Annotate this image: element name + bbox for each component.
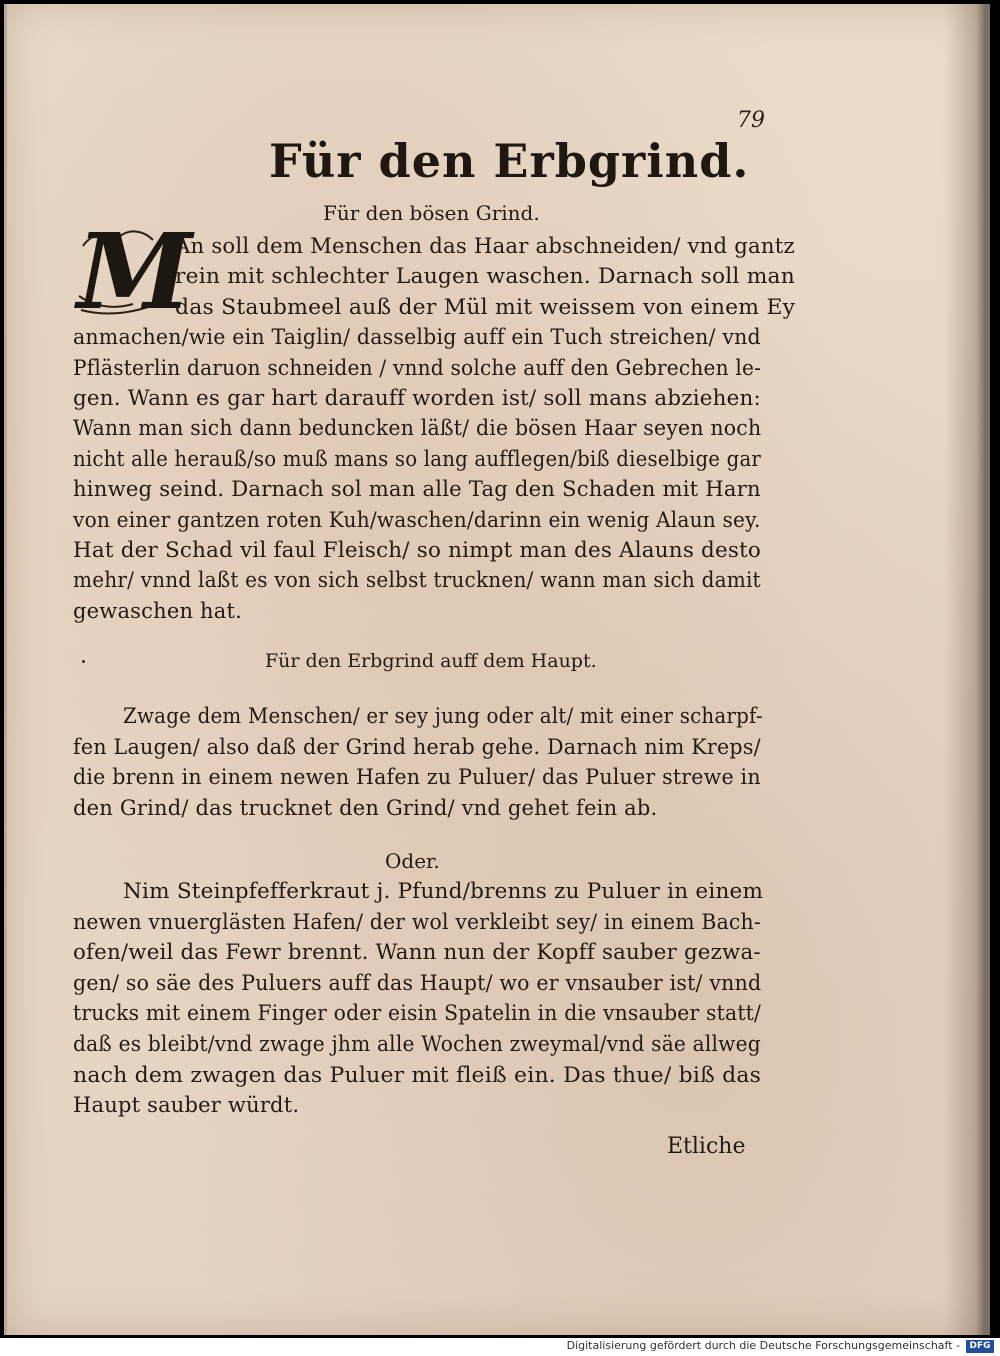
text-line: Nim Steinpfefferkraut j. Pfund/brenns zu Puluer in einem bbox=[123, 879, 764, 903]
text-line: gewaschen hat. bbox=[73, 599, 243, 623]
text-line: fen Laugen/ also daß der Grind herab gehe. Darnach nim Kreps/ bbox=[73, 735, 761, 759]
footer-bar bbox=[0, 1338, 1000, 1356]
text-line: den Grind/ das trucknet den Grind/ vnd gehet fein ab. bbox=[73, 796, 658, 820]
text-line: daß es bleibt/vnd zwage jhm alle Wochen zweymal/vnd säe allweg bbox=[73, 1032, 761, 1056]
ink-speck bbox=[82, 660, 85, 663]
text-line: trucks mit einem Finger oder eisin Spatelin in die vnsauber statt/ bbox=[73, 1001, 762, 1025]
text-line: newen vnuerglästen Hafen/ der wol verkleibt sey/ in einem Bach- bbox=[73, 910, 761, 934]
text-line: rein mit schlechter Laugen waschen. Darnach soll man bbox=[175, 264, 795, 288]
text-line: Haupt sauber würdt. bbox=[73, 1093, 300, 1117]
text-line: das Staubmeel auß der Mül mit weissem von einem Ey bbox=[175, 295, 796, 319]
text-line: Hat der Schad vil faul Fleisch/ so nimpt man des Alauns desto bbox=[73, 538, 762, 562]
text-line: Pflästerlin daruon schneiden / vnnd solche auff den Gebrechen le- bbox=[73, 356, 762, 380]
text-line: hinweg seind. Darnach sol man alle Tag den Schaden mit Harn bbox=[73, 477, 761, 501]
page-number: 79 bbox=[737, 108, 765, 133]
text-line: mehr/ vnnd laßt es von sich selbst trucknen/ wann man sich damit bbox=[73, 568, 761, 592]
page-title: Für den Erbgrind. bbox=[269, 134, 750, 188]
text-line: ofen/weil das Fewr brennt. Wann nun der Kopff sauber gezwa- bbox=[73, 940, 761, 964]
page-edge-shadow bbox=[944, 4, 984, 1335]
text-line: gen/ so säe des Puluers auff das Haupt/ wo er vnsauber ist/ vnnd bbox=[73, 971, 762, 995]
text-line: Zwage dem Menschen/ er sey jung oder alt/ mit einer scharpf- bbox=[123, 704, 763, 728]
text-line: nach dem zwagen das Puluer mit fleiß ein. Das thue/ biß das bbox=[73, 1063, 762, 1087]
text-line: anmachen/wie ein Taiglin/ dasselbig auff ein Tuch streichen/ vnd bbox=[73, 325, 761, 349]
text-line: nicht alle herauß/so muß mans so lang aufflegen/biß dieselbige gar bbox=[73, 447, 762, 471]
text-line: Wann man sich dann beduncken läßt/ die bösen Haar seyen noch bbox=[73, 416, 762, 440]
drop-cap: M bbox=[77, 210, 193, 333]
catchword: Etliche bbox=[667, 1134, 746, 1159]
text-line: von einer gantzen roten Kuh/waschen/darinn ein wenig Alaun sey. bbox=[73, 508, 761, 532]
text-line: die brenn in einem newen Hafen zu Puluer/ das Puluer strewe in bbox=[73, 765, 761, 789]
dfg-logo: DFG bbox=[966, 1340, 994, 1353]
funding-notice: Digitalisierung gefördert durch die Deutsche Forschungsgemeinschaft - bbox=[566, 1339, 960, 1352]
subheading-boesen-grind: Für den bösen Grind. bbox=[323, 201, 540, 225]
text-line: An soll dem Menschen das Haar abschneiden/ vnd gantz bbox=[175, 234, 795, 258]
subheading-erbgrind-haupt: Für den Erbgrind auff dem Haupt. bbox=[265, 650, 597, 672]
book-page bbox=[4, 4, 990, 1335]
subheading-oder: Oder. bbox=[385, 849, 440, 873]
text-line: gen. Wann es gar hart darauff worden ist/ soll mans abziehen: bbox=[73, 386, 761, 410]
